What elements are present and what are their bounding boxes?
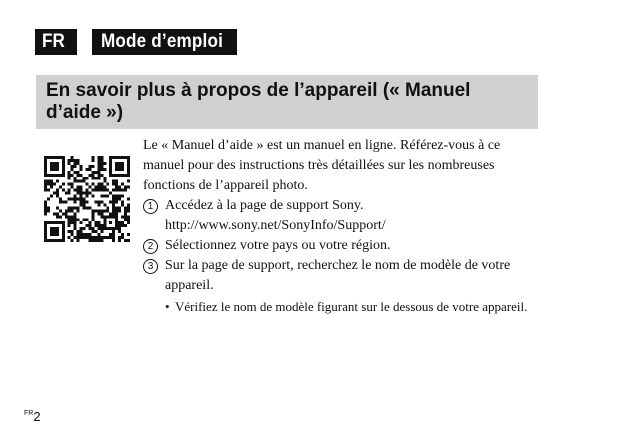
step-text: Accédez à la page de support Sony. <box>165 198 364 213</box>
intro-paragraph: Le « Manuel d’aide » est un manuel en ligne. Référez-vous à ce manuel pour des instructions très détaillées sur les nombreuses fonctions de l’appareil photo. <box>143 138 501 193</box>
step-3 <box>143 256 543 296</box>
manual-title-tag: Mode d’emploi <box>92 29 237 55</box>
section-header <box>36 75 538 129</box>
step-number: 1 <box>143 199 158 214</box>
bullet-icon: • <box>165 299 170 314</box>
support-url-link[interactable]: http://www.sony.net/SonyInfo/Support/ <box>165 218 386 233</box>
step-number: 3 <box>143 259 158 274</box>
step-number: 2 <box>143 239 158 254</box>
step-2 <box>143 236 543 256</box>
page-footer <box>24 408 41 426</box>
page-number: 2 <box>33 409 41 424</box>
step-1 <box>143 196 543 236</box>
section-title: En savoir plus à propos de l’appareil (« Manuel d’aide ») <box>46 80 471 123</box>
note-bullet <box>143 297 543 316</box>
footer-language: FR <box>24 410 34 417</box>
step-text: Sélectionnez votre pays ou votre région. <box>165 238 391 253</box>
content-body <box>143 136 543 316</box>
step-text: Sur la page de support, recherchez le nom de modèle de votre appareil. <box>165 258 511 293</box>
language-tag: FR <box>35 29 77 55</box>
note-text: Vérifiez le nom de modèle figurant sur le dessous de votre appareil. <box>175 299 528 314</box>
qr-code-icon <box>44 156 130 242</box>
